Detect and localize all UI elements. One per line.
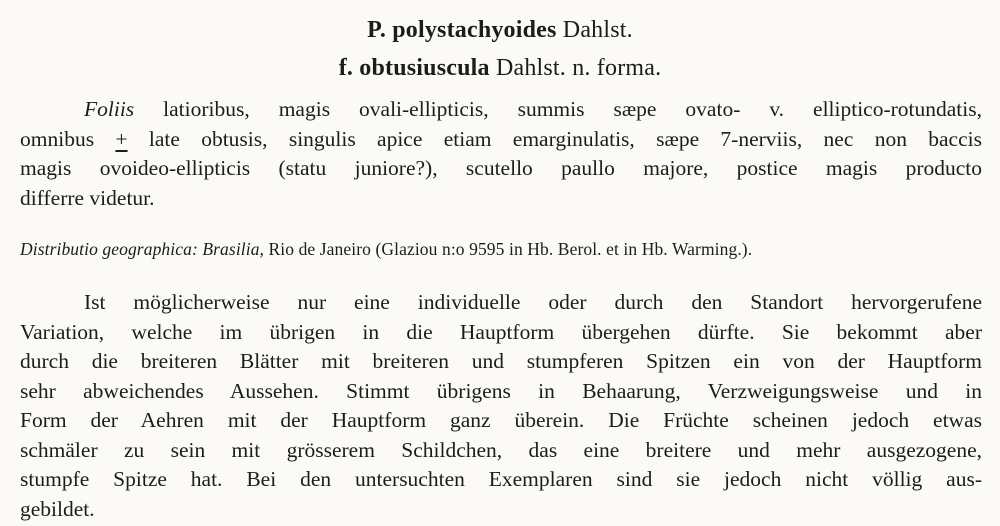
- plus-minus-symbol: +: [115, 126, 128, 151]
- forma-title: [0, 54, 1000, 82]
- description-line: differre videtur.: [20, 185, 155, 210]
- species-name: P. polystachyoides: [367, 17, 557, 43]
- description-line: Foliis latioribus, magis ovali-ellipticis, summis sæpe ovato- v. elliptico-rotundatis,: [84, 97, 982, 121]
- notes-line: schmäler zu sein mit grösserem Schildchen, das eine breitere und mehr ausgezogene,: [20, 437, 982, 462]
- species-author: Dahlst.: [562, 17, 633, 43]
- notes-line: stumpfe Spitze hat. Bei den untersuchten Exemplaren sind sie jedoch nicht völlig aus-: [20, 467, 982, 491]
- distribution: [20, 237, 982, 261]
- notes-line: gebildet.: [20, 496, 95, 521]
- description-line: omnibus + late obtusis, singulis apice etiam emarginulatis, sæpe 7-nerviis, nec non baccis: [20, 126, 982, 151]
- notes-line: sehr abweichendes Aussehen. Stimmt übrigens in Behaarung, Verzweigungsweise und in: [20, 378, 982, 403]
- notes-line: Ist möglicherweise nur eine individuelle oder durch den Standort hervorgerufene: [84, 290, 982, 314]
- distribution-text: Rio de Janeiro (Glaziou n:o 9595 in Hb. Berol. et in Hb. Warming.).: [264, 239, 753, 259]
- notes-line: durch die breiteren Blätter mit breiteren und stumpferen Spitzen ein von der Hauptform: [20, 349, 982, 373]
- german-notes: [20, 288, 982, 524]
- forma-author: Dahlst. n. forma.: [495, 55, 662, 81]
- notes-line: Variation, welche im übrigen in die Hauptform übergehen dürfte. Sie bekommt aber: [20, 319, 982, 344]
- forma-name: f. obtusiuscula: [338, 55, 490, 81]
- latin-description: [20, 95, 982, 213]
- distribution-label: Distributio geographica: Brasilia,: [20, 239, 265, 259]
- species-title: [0, 16, 1000, 44]
- notes-line: Form der Aehren mit der Hauptform ganz überein. Die Früchte scheinen jedoch etwas: [20, 408, 982, 432]
- description-line: magis ovoideo-ellipticis (statu juniore?), scutello paullo majore, postice magis producto: [20, 156, 982, 180]
- description-italic-word: Foliis: [84, 97, 135, 121]
